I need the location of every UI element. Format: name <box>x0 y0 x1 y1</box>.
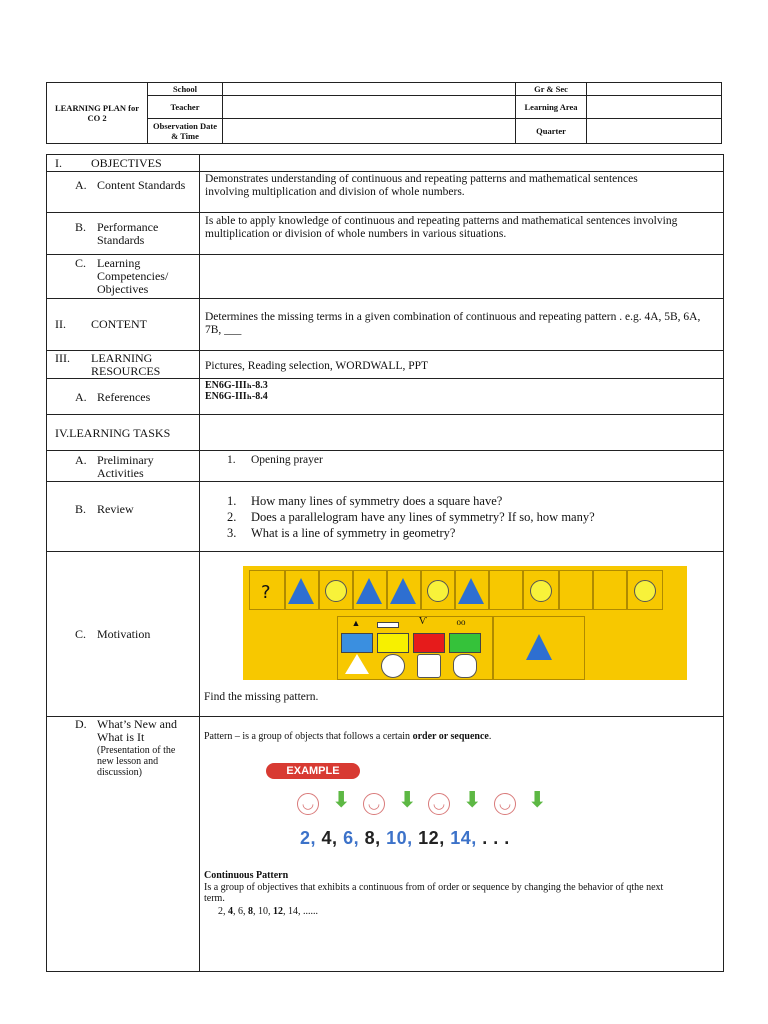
pattern-cell-empty <box>593 570 627 610</box>
down-arrow-icon: ⬇ <box>332 788 351 813</box>
review-item-num: 1. <box>227 494 237 508</box>
white-square-icon[interactable] <box>417 654 441 678</box>
blue-triangle-icon <box>526 634 552 660</box>
seq-term: 6, <box>343 828 360 848</box>
seq-term: . . . <box>482 828 510 848</box>
continuous-pattern-title: Continuous Pattern <box>204 870 289 881</box>
preliminary-label: Preliminary Activities <box>97 453 154 480</box>
pattern-definition-text: Pattern – is a group of objects that follows a certain <box>204 731 413 742</box>
cont-seq-part: , 6, <box>233 906 248 917</box>
review-label: Review <box>97 502 134 516</box>
resources-num: III. <box>55 351 70 365</box>
competencies-letter: C. <box>75 256 87 270</box>
white-triangle-icon[interactable] <box>345 654 369 674</box>
continuous-pattern-sequence <box>218 906 318 917</box>
cont-seq-part: 4 <box>228 906 233 917</box>
objectives-num: I. <box>55 156 62 170</box>
gr-sec-value[interactable] <box>587 83 722 96</box>
quarter-label: Quarter <box>516 118 587 143</box>
quarter-value[interactable] <box>587 118 722 143</box>
review-item-num: 2. <box>227 510 237 524</box>
whats-new-sub: (Presentation of the new lesson and discussion) <box>97 745 176 778</box>
seq-term: 12, <box>418 828 445 848</box>
pattern-cell-empty <box>489 570 523 610</box>
competencies-label: Learning Competencies/ Objectives <box>97 256 169 296</box>
yellow-swatch[interactable] <box>377 633 409 653</box>
down-arrow-icon: ⬇ <box>463 788 482 813</box>
teacher-value[interactable] <box>223 96 516 118</box>
yellow-face-icon <box>530 580 552 602</box>
content-standards-label: Content Standards <box>97 178 186 192</box>
row-divider <box>47 551 723 552</box>
performance-standards-label: Performance Standards <box>97 220 159 247</box>
review-list <box>227 494 595 542</box>
learning-plan-table <box>46 154 724 972</box>
smiley-icon: ◡ <box>297 793 319 815</box>
down-arrow-icon: ⬇ <box>528 788 547 813</box>
row-divider <box>47 414 723 415</box>
row-divider <box>47 298 723 299</box>
pattern-definition-end: . <box>488 731 492 742</box>
review-item-3 <box>227 526 595 541</box>
observation-value[interactable] <box>223 118 516 143</box>
preliminary-item-num: 1. <box>227 454 236 466</box>
blue-triangle-icon <box>288 578 314 604</box>
down-arrow-icon: ⬇ <box>398 788 417 813</box>
question-mark: ? <box>261 582 271 603</box>
yellow-face-icon <box>634 580 656 602</box>
preliminary-letter: A. <box>75 453 87 467</box>
pattern-definition-bold: order or sequence <box>412 731 489 742</box>
blue-triangle-icon <box>390 578 416 604</box>
preliminary-item-text: Opening prayer <box>251 454 323 466</box>
row-divider <box>47 481 723 482</box>
glasses-icon: oo <box>456 617 466 627</box>
column-divider <box>199 155 200 971</box>
row-divider <box>47 450 723 451</box>
header-table <box>46 82 722 144</box>
seq-term: 2, <box>300 828 317 848</box>
content-standards-text: Demonstrates understanding of continuous and repeating patterns and mathematical sentences involving multiplication and division of whole numbers. <box>205 173 638 198</box>
seq-term: 10, <box>386 828 413 848</box>
content-text: Determines the missing terms in a given combination of continuous and repeating pattern . e.g. 4A, 5B, 6A, 7B, ___ <box>205 311 701 336</box>
row-divider <box>47 378 723 379</box>
smiley-icon: ◡ <box>494 793 516 815</box>
pattern-definition <box>204 731 491 742</box>
yellow-face-icon <box>325 580 347 602</box>
red-swatch[interactable] <box>413 633 445 653</box>
content-num: II. <box>55 317 66 331</box>
seq-term: 4, <box>321 828 338 848</box>
resources-text: Pictures, Reading selection, WORDWALL, PPT <box>205 360 429 372</box>
motivation-letter: C. <box>75 627 87 641</box>
seq-term: 8, <box>364 828 381 848</box>
example-sequence <box>300 828 510 849</box>
yellow-face-icon <box>427 580 449 602</box>
cont-seq-part: , 14, ...... <box>283 906 318 917</box>
learning-area-label: Learning Area <box>516 96 587 118</box>
seq-term: 14, <box>450 828 477 848</box>
references-letter: A. <box>75 390 87 404</box>
whats-new-label: What’s New and What is It <box>97 717 177 744</box>
tasks-title: IV.LEARNING TASKS <box>55 426 171 440</box>
motivation-pattern-image <box>243 566 687 680</box>
review-item-num: 3. <box>227 526 237 540</box>
learning-area-value[interactable] <box>587 96 722 118</box>
blue-triangle-icon <box>458 578 484 604</box>
performance-standards-letter: B. <box>75 220 87 234</box>
motivation-caption: Find the missing pattern. <box>204 691 319 703</box>
review-item-2 <box>227 510 595 525</box>
reference-code-1: EN6G-IIIₕ-8.3 <box>205 380 268 391</box>
blue-swatch[interactable] <box>341 633 373 653</box>
motivation-label: Motivation <box>97 627 151 641</box>
content-standards-letter: A. <box>75 178 87 192</box>
pattern-cell-empty <box>559 570 593 610</box>
green-swatch[interactable] <box>449 633 481 653</box>
blue-triangle-icon <box>356 578 382 604</box>
teacher-label: Teacher <box>148 96 223 118</box>
tool-icon: ▲ <box>351 618 361 628</box>
review-item-text: Does a parallelogram have any lines of symmetry? If so, how many? <box>251 510 595 524</box>
objectives-title: OBJECTIVES <box>91 156 162 170</box>
antenna-icon: Ѵ <box>418 616 428 627</box>
observation-label: Observation Date & Time <box>148 118 223 143</box>
performance-standards-text: Is able to apply knowledge of continuous and repeating patterns and mathematical sentences involving multiplication or division of whole numbers in various situations. <box>205 215 678 240</box>
preliminary-item <box>227 454 323 467</box>
whats-new-letter: D. <box>75 717 87 731</box>
gr-sec-label: Gr & Sec <box>516 83 587 96</box>
smiley-icon: ◡ <box>363 793 385 815</box>
review-item-text: What is a line of symmetry in geometry? <box>251 526 456 540</box>
example-badge: EXAMPLE <box>266 763 360 779</box>
smiley-icon: ◡ <box>428 793 450 815</box>
review-item-1 <box>227 494 595 509</box>
school-value[interactable] <box>223 83 516 96</box>
cont-seq-part: 8 <box>248 906 253 917</box>
cont-seq-part: , 10, <box>253 906 273 917</box>
white-hexagon-icon[interactable] <box>453 654 477 678</box>
review-item-text: How many lines of symmetry does a square have? <box>251 494 503 508</box>
references-label: References <box>97 390 151 404</box>
plan-title: LEARNING PLAN for CO 2 <box>47 83 148 144</box>
cont-seq-part: 2, <box>218 906 228 917</box>
reference-code-2: EN6G-IIIₕ-8.4 <box>205 391 268 402</box>
white-face-icon[interactable] <box>381 654 405 678</box>
cont-seq-part: 12 <box>273 906 283 917</box>
content-title: CONTENT <box>91 317 147 331</box>
row-divider <box>47 212 723 213</box>
row-divider <box>47 171 723 172</box>
row-divider <box>47 254 723 255</box>
review-letter: B. <box>75 502 87 516</box>
school-label: School <box>148 83 223 96</box>
eraser-icon <box>377 622 399 628</box>
continuous-pattern-text: Is a group of objectives that exhibits a continuous from of order or sequence by changing the behavior of qthe next term. <box>204 882 664 904</box>
resources-title: LEARNING RESOURCES <box>91 351 161 378</box>
